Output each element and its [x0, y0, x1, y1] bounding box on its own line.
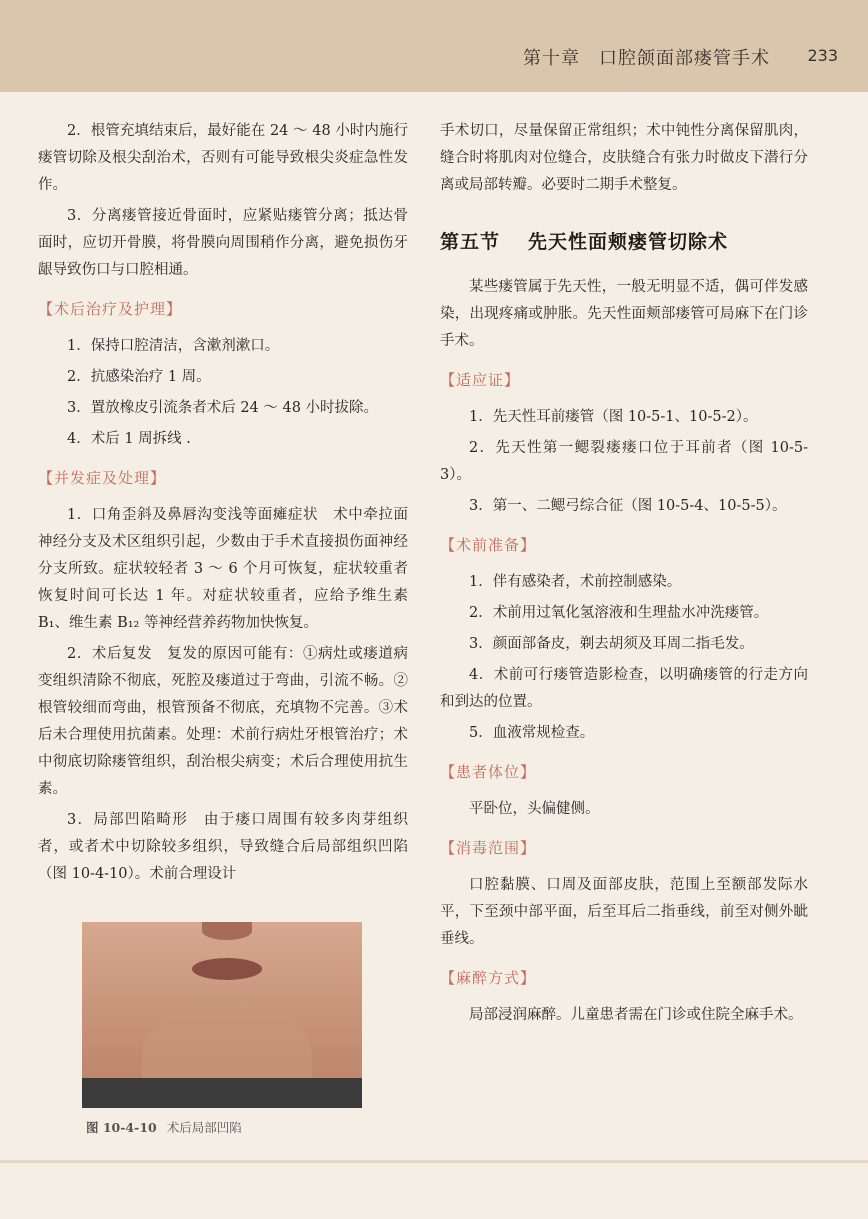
- list-item: 2．先天性第一鳃裂瘘瘘口位于耳前者（图 10-5-3）。: [440, 440, 808, 483]
- paragraph: 口腔黏膜、口周及面部皮肤，范围上至额部发际水平，下至颈中部平面，后至耳后二指垂线，前至对侧外眦垂线。: [440, 877, 808, 947]
- photo-mouth: [192, 958, 262, 980]
- paragraph: 3．分离瘘管接近骨面时，应紧贴瘘管分离；抵达骨面时，应切开骨膜，将骨膜向周围稍作分离，避免损伤牙龈导致伤口与口腔相通。: [38, 208, 408, 278]
- list-item: 3．置放橡皮引流条者术后 24 ～ 48 小时拔除。: [67, 400, 379, 416]
- figure-caption-text: 术后局部凹陷: [166, 1120, 242, 1135]
- paragraph: 某些瘘管属于先天性，一般无明显不适，偶可伴发感染，出现疼痛或肿胀。先天性面颊部瘘管可局麻下在门诊手术。: [440, 279, 808, 349]
- section-title-text: 先天性面颊瘘管切除术: [528, 231, 729, 253]
- indication-heading: 【适应证】: [440, 371, 521, 389]
- paragraph: 平卧位，头偏健侧。: [469, 801, 600, 817]
- paragraph: 手术切口，尽量保留正常组织；术中钝性分离保留肌肉，缝合时将肌肉对位缝合，皮肤缝合有张力时做皮下潜行分离或局部转瓣。必要时二期手术整复。: [440, 123, 808, 193]
- complication-heading: 【并发症及处理】: [38, 469, 167, 487]
- photo-shirt: [82, 1078, 362, 1108]
- list-item: 2．抗感染治疗 1 周。: [67, 369, 211, 385]
- figure-number: 图 10-4-10: [86, 1120, 157, 1135]
- paragraph: 2．根管充填结束后，最好能在 24 ～ 48 小时内施行瘘管切除及根尖刮治术，否则有可能导致根尖炎症急性发作。: [38, 123, 408, 193]
- paragraph: 局部浸润麻醉。儿童患者需在门诊或住院全麻手术。: [469, 1007, 803, 1023]
- page-number: 233: [807, 46, 838, 65]
- list-item: 4．术后 1 周拆线 .: [67, 431, 191, 447]
- chapter-title: 第十章 口腔颌面部瘘管手术: [523, 48, 770, 69]
- left-column: [38, 118, 408, 892]
- photo-nose: [202, 922, 252, 940]
- right-column: [440, 118, 808, 1033]
- postop-heading: 【术后治疗及护理】: [38, 300, 183, 318]
- paragraph: 1．口角歪斜及鼻唇沟变浅等面瘫症状 术中牵拉面神经分支及术区组织引起，少数由于手术直接损伤面神经分支所致。症状较轻者 3 ～ 6 个月可恢复，症状较重者恢复时间可长达 1 年。对症状较重者，应给予维生素 B₁、维生素 B₁₂ 等神经营养药物加快恢复。: [38, 507, 408, 631]
- section-number: 第五节: [440, 231, 501, 253]
- list-item: 1．先天性耳前瘘管（图 10-5-1、10-5-2）。: [469, 409, 758, 425]
- position-heading: 【患者体位】: [440, 763, 537, 781]
- preop-heading: 【术前准备】: [440, 536, 537, 554]
- disinfection-heading: 【消毒范围】: [440, 839, 537, 857]
- figure-caption: [86, 1118, 242, 1136]
- list-item: 1．保持口腔清洁，含漱剂漱口。: [67, 338, 280, 354]
- bottom-rule: [0, 1160, 868, 1163]
- list-item: 1．伴有感染者，术前控制感染。: [469, 574, 682, 590]
- list-item: 5．血液常规检查。: [469, 725, 595, 741]
- list-item: 4．术前可行瘘管造影检查，以明确瘘管的行走方向和到达的位置。: [440, 667, 808, 710]
- list-item: 3．第一、二鳃弓综合征（图 10-5-4、10-5-5）。: [469, 498, 787, 514]
- list-item: 2．术前用过氧化氢溶液和生理盐水冲洗瘘管。: [469, 605, 769, 621]
- paragraph: 2．术后复发 复发的原因可能有：①病灶或瘘道病变组织清除不彻底，死腔及瘘道过于弯曲，引流不畅。②根管较细而弯曲，根管预备不彻底，充填物不完善。③术后未合理使用抗菌素。处理：术前行病灶牙根管治疗；术中彻底切除瘘管组织，刮治根尖病变；术后合理使用抗生素。: [38, 646, 408, 797]
- section-title: [440, 229, 808, 256]
- list-item: 3．颜面部备皮，剃去胡须及耳周二指毛发。: [469, 636, 754, 652]
- paragraph: 3．局部凹陷畸形 由于瘘口周围有较多肉芽组织者，或者术中切除较多组织，导致缝合后局部组织凹陷（图 10-4-10）。术前合理设计: [38, 812, 408, 882]
- postop-photo: [82, 922, 362, 1108]
- anesthesia-heading: 【麻醉方式】: [440, 969, 537, 987]
